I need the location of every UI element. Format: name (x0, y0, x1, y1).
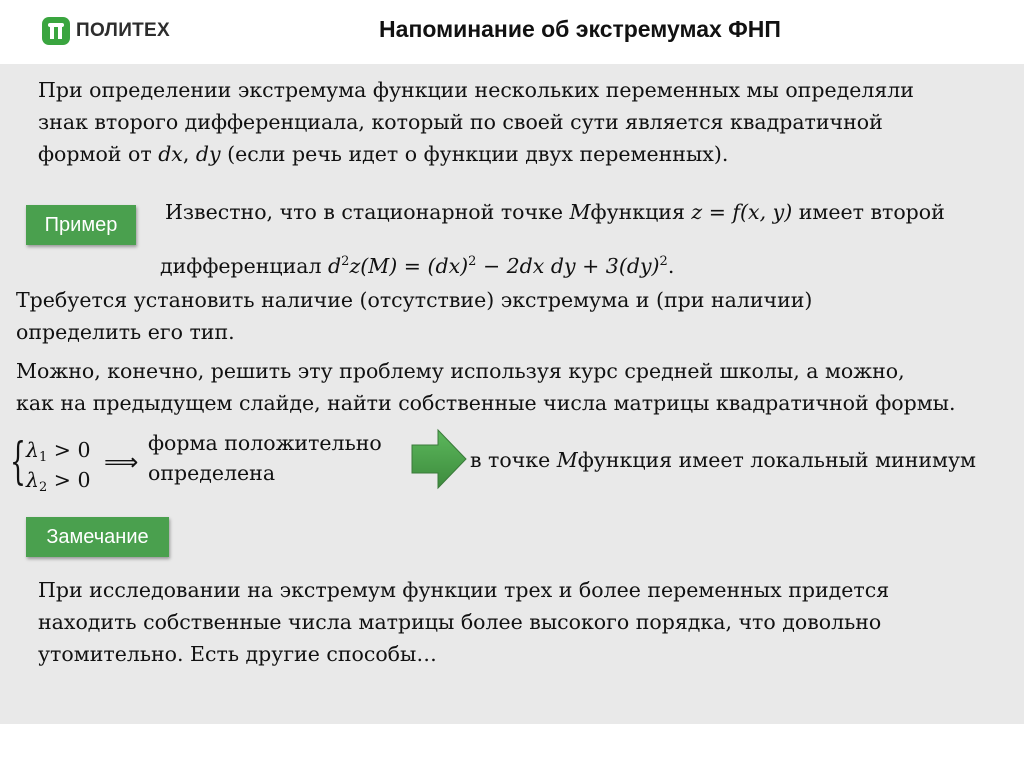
example-tag: Пример (26, 205, 136, 245)
solution-paragraph (16, 355, 956, 419)
intro-paragraph (38, 74, 914, 170)
implies-symbol: ⟹ (104, 448, 139, 476)
politech-logo (42, 17, 170, 45)
solution-line-2: как на предыдущем слайде, найти собственные числа матрицы квадратичной формы. (16, 391, 956, 415)
lambda-2-condition: λ2 > 0 (26, 468, 91, 495)
form-line-1: форма положительно (148, 431, 382, 455)
right-arrow-icon (410, 428, 468, 490)
lambda-1-condition: λ1 > 0 (26, 438, 91, 465)
remark-tag: Замечание (26, 517, 169, 557)
remark-line-2: находить собственные числа матрицы более высокого порядка, что довольно (38, 610, 882, 634)
slide-title: Напоминание об экстремумах ФНП (379, 16, 781, 42)
form-line-2: определена (148, 461, 276, 485)
slide-header (0, 0, 1024, 64)
pi-logo-icon (42, 17, 70, 45)
form-definite-text (148, 428, 382, 488)
intro-line-3: формой от dx, dy (если речь идет о функции двух переменных). (38, 142, 729, 166)
remark-line-3: утомительно. Есть другие способы… (38, 642, 437, 666)
task-line-2: определить его тип. (16, 320, 235, 344)
example-line-2: дифференциал $d^2z(M) = (dx)^2 - 2dx$ dy + 3(dy)$^2$. (160, 254, 675, 278)
example-line-1: Известно, что в стационарной точке Mфункция z = f(x, y) имеет второй (165, 200, 945, 224)
brand-name: ПОЛИТЕХ (76, 20, 171, 41)
task-paragraph (16, 284, 812, 348)
intro-line-1: При определении экстремума функции нескольких переменных мы определяли (38, 78, 914, 102)
intro-line-2: знак второго дифференциала, который по своей сути является квадратичной (38, 110, 883, 134)
system-brace: { (10, 432, 26, 490)
footer-strip (0, 724, 1024, 767)
task-line-1: Требуется установить наличие (отсутствие) экстремума и (при наличии) (16, 288, 813, 312)
conclusion-text: в точке Mфункция имеет локальный минимум (470, 448, 977, 472)
remark-paragraph (38, 574, 889, 670)
remark-line-1: При исследовании на экстремум функции трех и более переменных придется (38, 578, 890, 602)
solution-line-1: Можно, конечно, решить эту проблему используя курс средней школы, а можно, (16, 359, 905, 383)
